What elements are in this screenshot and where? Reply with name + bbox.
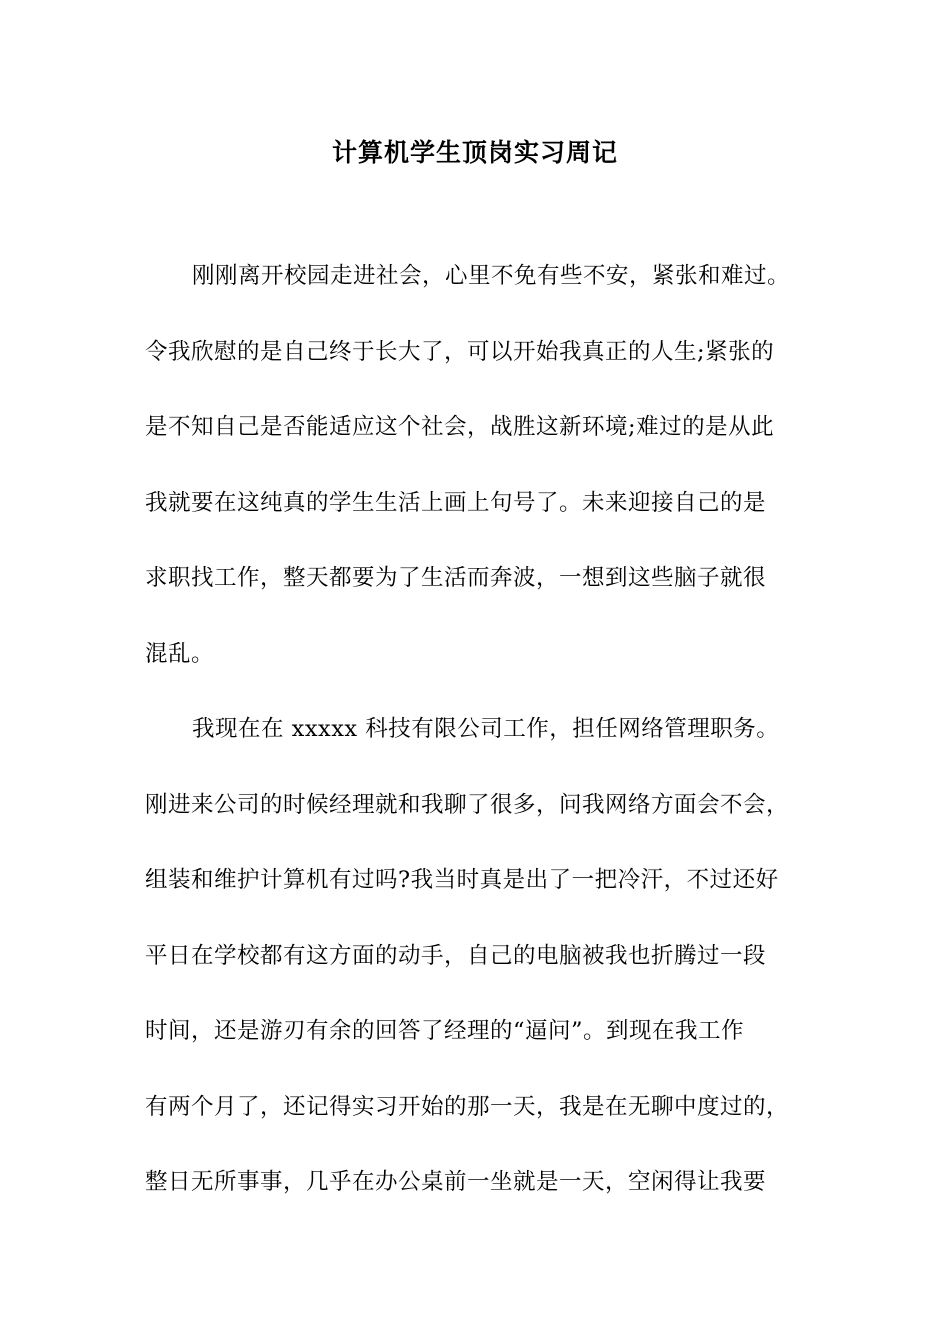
- text-line: 时间，还是游刃有余的回答了经理的“逼问”。到现在我工作: [145, 1018, 745, 1044]
- text-line: 求职找工作，整天都要为了生活而奔波，一想到这些脑子就很: [145, 565, 767, 591]
- text-line: 我现在在 xxxxx 科技有限公司工作，担任网络管理职务。: [192, 716, 780, 742]
- text-line: 整日无所事事，几乎在办公桌前一坐就是一天，空闲得让我要: [145, 1169, 767, 1195]
- text-line: 我就要在这纯真的学生生活上画上句号了。未来迎接自己的是: [145, 489, 767, 516]
- paragraph-1: [145, 256, 825, 709]
- text-line: 刚刚离开校园走进社会，心里不免有些不安，紧张和难过。: [192, 263, 791, 289]
- document-body: [145, 256, 825, 1238]
- text-line: 组装和维护计算机有过吗?我当时真是出了一把冷汗，不过还好: [145, 867, 779, 893]
- text-line: 有两个月了，还记得实习开始的那一天，我是在无聊中度过的，: [145, 1093, 790, 1120]
- text-line: 混乱。: [145, 640, 215, 667]
- text-line: 是不知自己是否能适应这个社会，战胜这新环境;难过的是从此: [145, 414, 775, 440]
- text-line: 刚进来公司的时候经理就和我聊了很多，问我网络方面会不会，: [145, 791, 790, 818]
- paragraph-2: [145, 709, 825, 1238]
- text-line: 令我欣慰的是自己终于长大了，可以开始我真正的人生;紧张的: [145, 338, 775, 365]
- text-line: 平日在学校都有这方面的动手，自己的电脑被我也折腾过一段: [145, 942, 767, 969]
- document-title: 计算机学生顶岗实习周记: [331, 138, 618, 167]
